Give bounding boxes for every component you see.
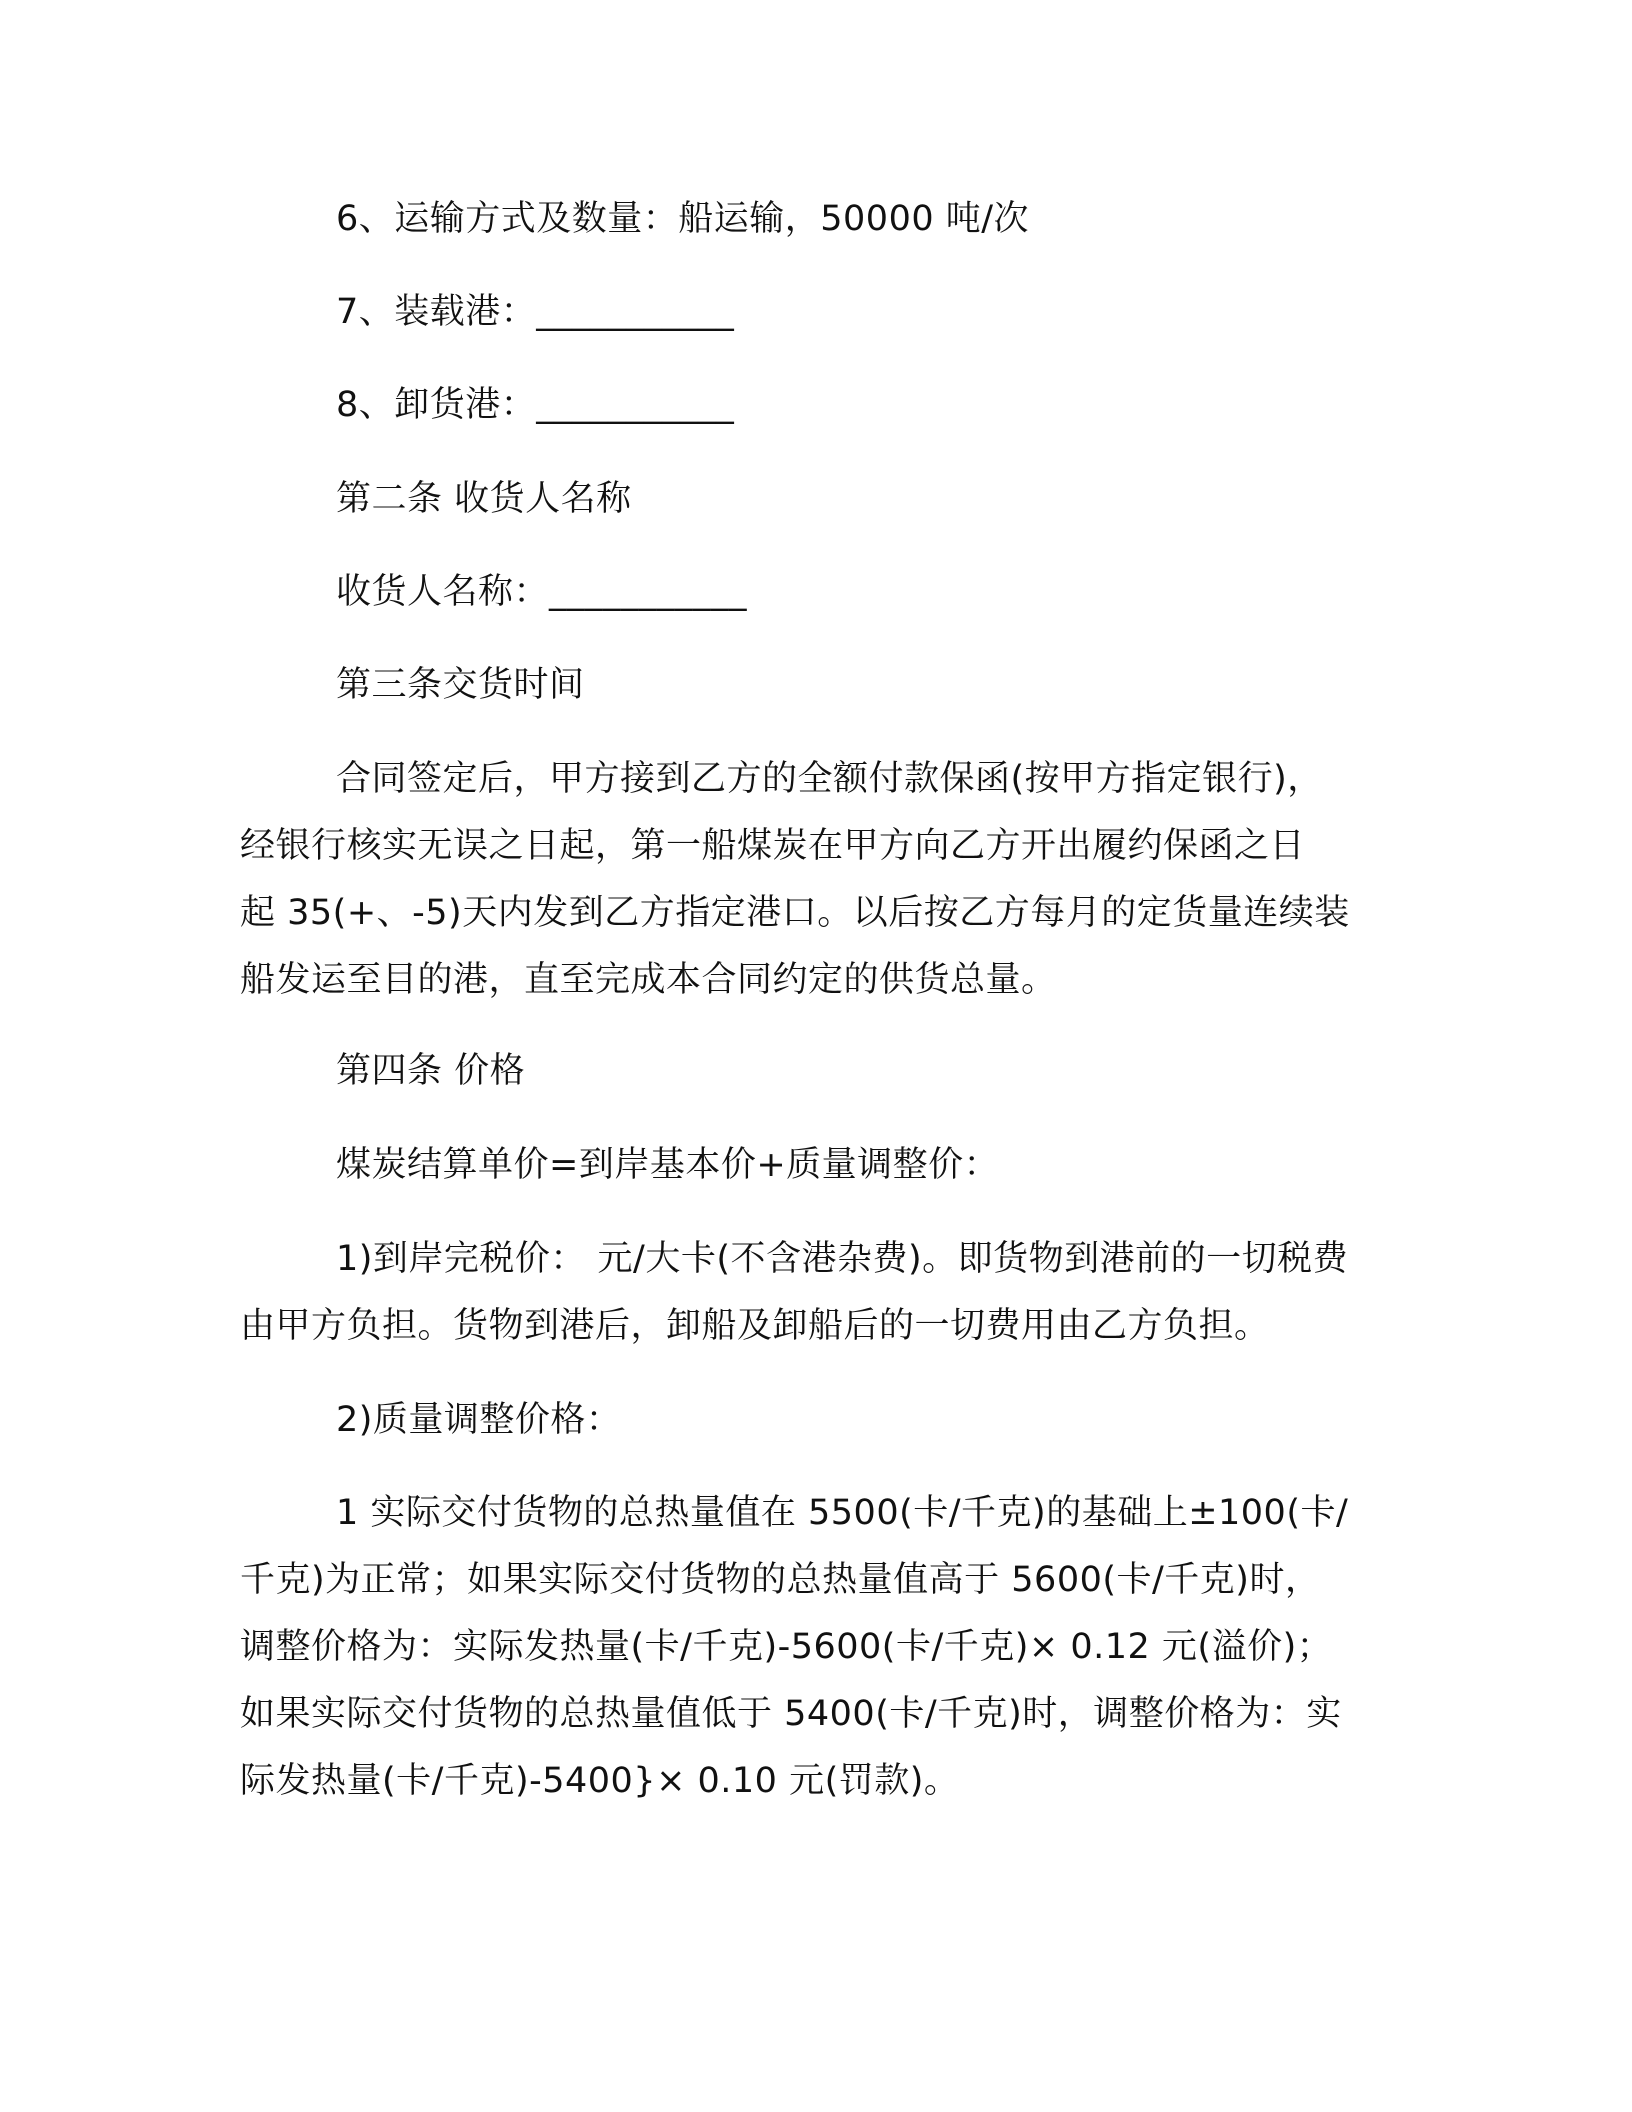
paragraph-line: 合同签定后，甲方接到乙方的全额付款保函(按甲方指定银行)， — [336, 759, 1323, 799]
price-item-landed-tax-paid — [240, 1236, 1400, 1370]
paragraph-line: 船发运至目的港，直至完成本合同约定的供货总量。 — [240, 960, 1057, 1000]
paragraph-line: 际发热量(卡/千克)-5400}× 0.10 元(罚款)。 — [240, 1761, 960, 1801]
paragraph-line: 由甲方负担。货物到港后，卸船及卸船后的一切费用由乙方负担。 — [240, 1306, 1270, 1346]
section-heading-price: 第四条 价格 — [336, 1051, 526, 1091]
section-heading-delivery-time: 第三条交货时间 — [336, 665, 585, 705]
price-formula: 煤炭结算单价=到岸基本价+质量调整价： — [336, 1145, 1000, 1185]
item-loading-port: 7、装载港：___________ — [336, 292, 735, 332]
paragraph-line: 经银行核实无误之日起，第一船煤炭在甲方向乙方开出履约保函之日 — [240, 826, 1306, 866]
quality-adjustment-paragraph — [240, 1490, 1400, 1825]
item-transport-method: 6、运输方式及数量：船运输，50000 吨/次 — [336, 199, 1030, 239]
paragraph-line: 如果实际交付货物的总热量值低于 5400(卡/千克)时，调整价格为：实 — [240, 1694, 1342, 1734]
delivery-time-paragraph — [240, 756, 1400, 1024]
section-heading-consignee: 第二条 收货人名称 — [336, 479, 632, 519]
paragraph-line: 起 35(+、-5)天内发到乙方指定港口。以后按乙方每月的定货量连续装 — [240, 893, 1350, 933]
paragraph-line: 1 实际交付货物的总热量值在 5500(卡/千克)的基础上±100(卡/ — [336, 1493, 1349, 1533]
item-unloading-port: 8、卸货港：___________ — [336, 385, 735, 425]
paragraph-line: 千克)为正常；如果实际交付货物的总热量值高于 5600(卡/千克)时， — [240, 1560, 1321, 1600]
paragraph-line: 调整价格为：实际发热量(卡/千克)-5600(卡/千克)× 0.12 元(溢价)； — [240, 1627, 1333, 1667]
paragraph-line: 1)到岸完税价： 元/大卡(不含港杂费)。即货物到港前的一切税费 — [336, 1239, 1349, 1279]
consignee-name-field: 收货人名称：___________ — [336, 572, 748, 612]
price-item-quality-adjustment: 2)质量调整价格： — [336, 1400, 622, 1440]
